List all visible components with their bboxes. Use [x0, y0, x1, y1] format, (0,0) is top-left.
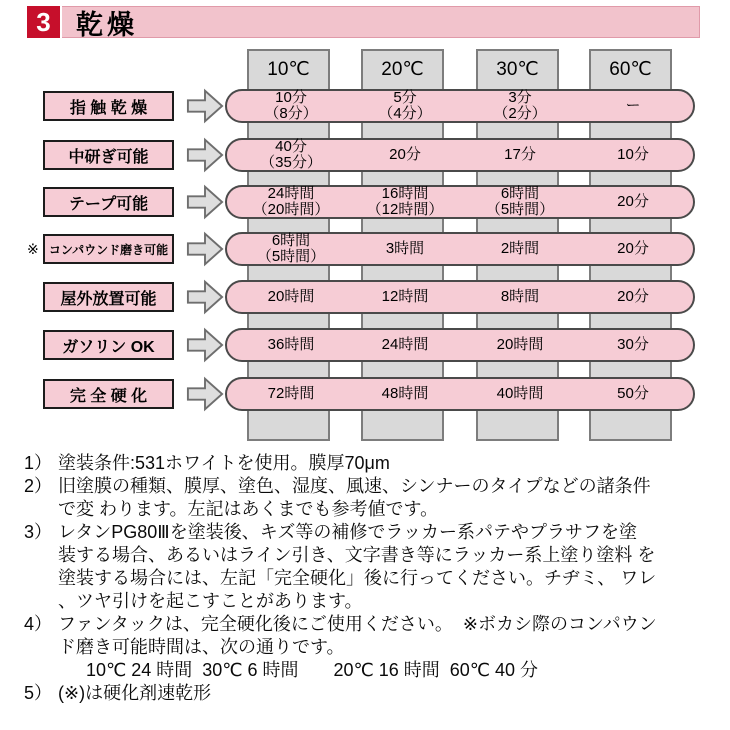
cell-30c: 20時間 — [496, 336, 544, 353]
cell-10c: 40分 （35分） — [260, 138, 322, 171]
row-label-text: コンパウンド磨き可能 — [48, 242, 169, 257]
cell-10c: 20時間 — [267, 288, 315, 305]
table-row — [225, 328, 695, 362]
arrow-right-icon — [186, 87, 224, 125]
footnote-2: 2） 旧塗膜の種類、膜厚、塗色、湿度、風速、シンナーのタイプなどの諸条件 で変 わります。左記はあくまでも参考値です。 — [24, 476, 651, 519]
cell-30c: 6時間 （5時間） — [485, 185, 555, 218]
row-label-full-cure — [43, 379, 174, 409]
section-title: 乾燥 — [76, 9, 138, 40]
cell-10c: 6時間 （5時間） — [256, 232, 326, 265]
row-label-gasoline-ok — [43, 330, 174, 360]
cell-30c: 17分 — [504, 146, 536, 163]
cell-30c: 3分 （2分） — [493, 89, 547, 122]
section-number-badge: 3 — [27, 6, 62, 38]
row-label-text: 屋外放置可能 — [60, 290, 157, 308]
table-row — [225, 89, 695, 123]
row-label-touch-dry — [43, 91, 174, 121]
table-row — [225, 185, 695, 219]
cell-20c: 5分 （4分） — [378, 89, 432, 122]
row-label-text: テープ可能 — [68, 195, 149, 213]
footnote-number: 5） — [24, 683, 53, 703]
row-label-compound-polish — [43, 234, 174, 264]
row-label-text: ガソリン OK — [62, 338, 155, 356]
row-label-text: 中研ぎ可能 — [68, 148, 149, 166]
row-label-tape-ok — [43, 187, 174, 217]
row-label-outdoor-ok — [43, 282, 174, 312]
cell-20c: 12時間 — [381, 288, 429, 305]
footnote-number: 4） — [24, 614, 53, 634]
cell-60c: 20分 — [617, 193, 649, 210]
row-label-text: 指 触 乾 燥 — [69, 99, 148, 117]
footnote-4: 4） ファンタックは、完全硬化後にご使用ください。 ※ボカシ際のコンパウン ド磨き可能時間は、次の通りです。 10℃ 24 時間 30℃ 6 時間 20℃ 16 時間 60℃ 40 分 — [24, 613, 728, 682]
arrow-right-icon — [186, 136, 224, 174]
arrow-right-icon — [186, 278, 224, 316]
cell-20c: 24時間 — [381, 336, 429, 353]
footnote-number: 1） — [24, 453, 53, 473]
table-row — [225, 280, 695, 314]
column-header: 60℃ — [609, 59, 652, 80]
column-header: 20℃ — [381, 59, 424, 80]
row-label-text: 完 全 硬 化 — [69, 387, 148, 405]
table-row — [225, 138, 695, 172]
cell-30c: 8時間 — [500, 288, 540, 305]
cell-60c: 20分 — [617, 240, 649, 257]
cell-60c: 30分 — [617, 336, 649, 353]
arrow-right-icon — [186, 230, 224, 268]
cell-60c: 10分 — [617, 146, 649, 163]
footnote-3: 3） レタンPG80Ⅲを塗装後、キズ等の補修でラッカー系パテやプラサフを塗 装する場合、あるいはライン引き、文字書き等にラッカー系上塗り塗料 を 塗装する場合には、左記「完全硬化」後に行ってください。チヂミ、 ワレ 、ツヤ引けを起こすことがあります。 — [24, 522, 657, 611]
table-row — [225, 377, 695, 411]
footnote-5: 5） (※)は硬化剤速乾形 — [24, 683, 212, 703]
cell-20c: 16時間 （12時間） — [366, 185, 444, 218]
cell-20c: 48時間 — [381, 385, 429, 402]
table-row — [225, 232, 695, 266]
column-header: 10℃ — [267, 59, 310, 80]
cell-20c: 20分 — [389, 146, 421, 163]
footnote-number: 3） — [24, 522, 53, 542]
cell-10c: 24時間 （20時間） — [252, 185, 330, 218]
cell-10c: 72時間 — [267, 385, 315, 402]
column-header: 30℃ — [496, 59, 539, 80]
cell-30c: 40時間 — [496, 385, 544, 402]
footnote-1: 1） 塗装条件:531ホワイトを使用。膜厚70μm — [24, 453, 390, 473]
row-label-sandable — [43, 140, 174, 170]
cell-30c: 2時間 — [500, 240, 540, 257]
asterisk-mark: ※ — [27, 241, 39, 257]
cell-20c: 3時間 — [385, 240, 425, 257]
cell-10c: 10分 （8分） — [264, 89, 318, 122]
cell-60c: 20分 — [617, 288, 649, 305]
arrow-right-icon — [186, 375, 224, 413]
cell-60c: 50分 — [617, 385, 649, 402]
footnote-number: 2） — [24, 476, 53, 496]
cell-10c: 36時間 — [267, 336, 315, 353]
footnote-temperature-times: 10℃ 24 時間 30℃ 6 時間 20℃ 16 時間 60℃ 40 分 — [86, 660, 539, 680]
arrow-right-icon — [186, 183, 224, 221]
arrow-right-icon — [186, 326, 224, 364]
cell-60c: ー — [625, 97, 641, 114]
footnotes — [24, 452, 728, 705]
